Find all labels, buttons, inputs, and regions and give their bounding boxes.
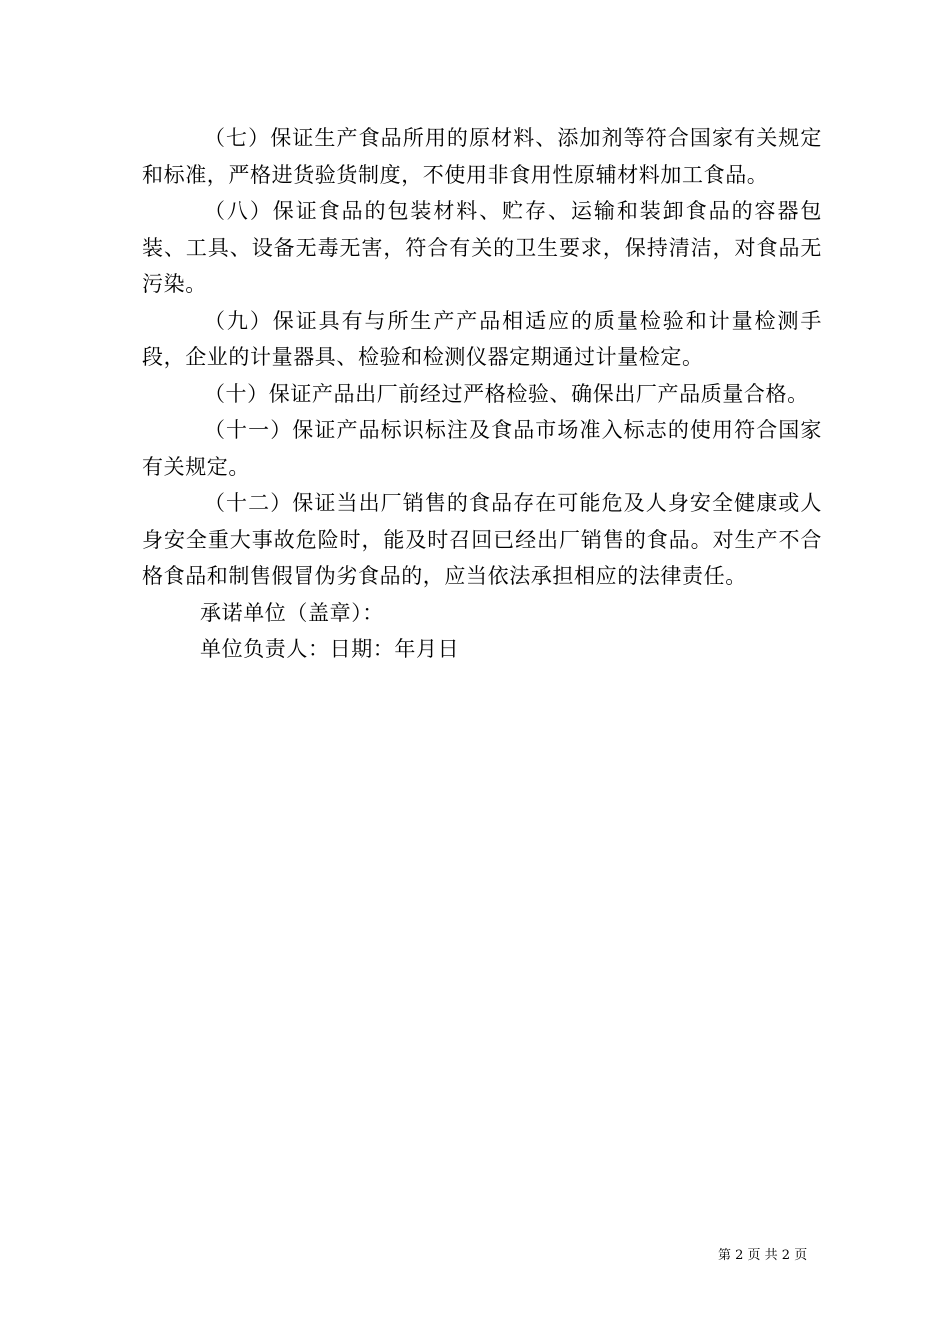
clause-10-paragraph: （十）保证产品出厂前经过严格检验、确保出厂产品质量合格。 xyxy=(203,381,809,406)
responsible-person-date-line: 单位负责人：日期：年月日 xyxy=(200,637,460,661)
clause-7-paragraph: （七）保证生产食品所用的原材料、添加剂等符合国家有关规定和标准，严格进货验货制度，不使用非食用性原辅材料加工食品。 xyxy=(142,126,822,187)
clause-12-paragraph: （十二）保证当出厂销售的食品存在可能危及人身安全健康或人身安全重大事故危险时，能及时召回已经出厂销售的食品。对生产不合格食品和制售假冒伪劣食品的，应当依法承担相应的法律责任。 xyxy=(142,491,822,588)
page-number-footer: 第 2 页 共 2 页 xyxy=(718,1248,808,1263)
committing-unit-line: 承诺单位（盖章）： xyxy=(200,600,384,625)
clause-9-paragraph: （九）保证具有与所生产产品相适应的质量检验和计量检测手段，企业的计量器具、检验和检测仪器定期通过计量检定。 xyxy=(142,308,822,369)
clause-8-paragraph: （八）保证食品的包装材料、贮存、运输和装卸食品的容器包装、工具、设备无毒无害，符合有关的卫生要求，保持清洁，对食品无污染。 xyxy=(142,199,822,296)
clause-11-paragraph: （十一）保证产品标识标注及食品市场准入标志的使用符合国家有关规定。 xyxy=(142,418,822,479)
document-body xyxy=(142,120,822,668)
